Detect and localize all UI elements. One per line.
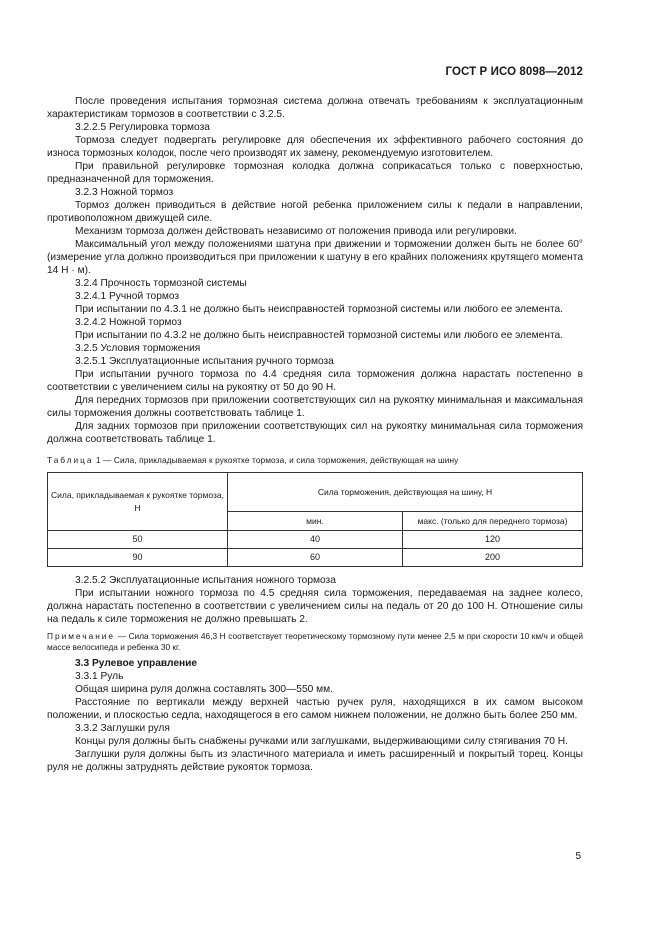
paragraph: При испытании ручного тормоза по 4.4 средняя сила торможения должна нарастать постепенно в соответствии с увеличением силы на рукоятку от 50 до 90 Н. — [47, 369, 583, 393]
paragraph: Максимальный угол между положениями шатуна при движении и торможении должен быть не более 60° (измерение угла должно производиться при приложении к шатуну в его крайних положениях крутящего момента 14 Н · м). — [47, 239, 583, 276]
paragraph: Заглушки руля должны быть из эластичного материала и иметь расширенный и покрытый торец. Концы руля не должны затруднять действие рукояток тормоза. — [47, 749, 583, 773]
text-block-c — [47, 670, 583, 774]
table-note — [47, 631, 583, 653]
table-caption-text: 1 — Сила, прикладываемая к рукоятке тормоза, и сила торможения, действующая на шину — [93, 455, 459, 465]
table-caption-label: Таблица — [47, 455, 94, 465]
paragraph: 3.2.5.1 Эксплуатационные испытания ручного тормоза — [75, 356, 334, 367]
table-header-min: мин. — [228, 512, 403, 531]
paragraph: При правильной регулировке тормозная колодка должна соприкасаться только с поверхностью, предназначенной для торможения. — [47, 161, 583, 185]
paragraph: Для передних тормозов при приложении соответствующих сил на рукоятку минимальная и максимальная силы торможения должны соответствовать таблице 1. — [47, 395, 583, 419]
table-header-lever-force: Сила, прикладываемая к рукоятке тормоза, Н — [48, 473, 228, 531]
paragraph: Механизм тормоза должен действовать независимо от положения привода или регулировки. — [75, 226, 517, 237]
table-cell-min: 60 — [228, 549, 403, 567]
note-label: Примечание — [47, 631, 116, 641]
table-body — [48, 531, 583, 567]
paragraph: 3.2.4.2 Ножной тормоз — [75, 317, 182, 328]
paragraph: 3.2.4.1 Ручной тормоз — [75, 291, 180, 302]
table-caption — [47, 455, 583, 466]
page-number: 5 — [575, 851, 581, 862]
paragraph: После проведения испытания тормозная система должна отвечать требованиям к эксплуатационным характеристикам тормозов в соответствии с 3.2.5. — [47, 96, 583, 120]
paragraph: Концы руля должны быть снабжены ручками или заглушками, выдерживающими силу стягивания 70 Н. — [75, 736, 568, 747]
paragraph: Тормоз должен приводиться в действие ногой ребенка приложением силы к педали в направлении, противоположном движущей силе. — [47, 200, 583, 224]
paragraph: Тормоза следует подвергать регулировке для обеспечения их эффективного рабочего состояния до износа тормозных колодок, после чего производят их замену, рекомендуемую изготовителем. — [47, 135, 583, 159]
table-header-max: макс. (только для переднего тормоза) — [403, 512, 583, 531]
paragraph: Расстояние по вертикали между верхней частью ручек руля, находящихся в их самом высоком положении, и плоскостью седла, находящегося в его самом нижнем положении, не должно быть более 250 мм. — [47, 697, 583, 721]
table-cell-max: 200 — [403, 549, 583, 567]
paragraph: 3.3.1 Руль — [75, 671, 124, 682]
note-text: — Сила торможения 46,3 Н соответствует теоретическому тормозному пути менее 2,5 м при скорости 10 км/ч и общей массе велосипеда и ребенка 30 кг. — [47, 631, 583, 652]
paragraph: При испытании по 4.3.2 не должно быть неисправностей тормозной системы или любого ее элемента. — [75, 330, 563, 341]
page-content — [47, 95, 583, 774]
text-block-b — [47, 574, 583, 626]
paragraph: 3.2.4 Прочность тормозной системы — [75, 278, 247, 289]
table-header-braking-force: Сила торможения, действующая на шину, Н — [228, 473, 583, 512]
text-block-a — [47, 95, 583, 446]
table-row — [48, 531, 583, 549]
paragraph: 3.2.5 Условия торможения — [75, 343, 201, 354]
table-cell-max: 120 — [403, 531, 583, 549]
paragraph: При испытании по 4.3.1 не должно быть неисправностей тормозной системы или любого ее элемента. — [75, 304, 563, 315]
table-row — [48, 549, 583, 567]
document-header: ГОСТ Р ИСО 8098—2012 — [445, 66, 583, 78]
paragraph: При испытании ножного тормоза по 4.5 средняя сила торможения, передаваемая на заднее колесо, должна нарастать постепенно в соответствии с увеличением силы на педаль от 20 до 100 Н. Отношение силы на педаль к силе торможения не должно превышать 2. — [47, 588, 583, 625]
section-title: 3.3 Рулевое управление — [75, 658, 198, 669]
braking-force-table — [47, 472, 583, 567]
table-cell-min: 40 — [228, 531, 403, 549]
paragraph: Общая ширина руля должна составлять 300—550 мм. — [75, 684, 333, 695]
table-cell-force: 90 — [48, 549, 228, 567]
paragraph: 3.3.2 Заглушки руля — [75, 723, 170, 734]
paragraph: 3.2.3 Ножной тормоз — [75, 187, 174, 198]
paragraph: Для задних тормозов при приложении соответствующих сил на рукоятку минимальная сила торможения должна соответствовать таблице 1. — [47, 421, 583, 445]
paragraph: 3.2.5.2 Эксплуатационные испытания ножного тормоза — [75, 575, 336, 586]
paragraph: 3.2.2.5 Регулировка тормоза — [75, 122, 210, 133]
table-cell-force: 50 — [48, 531, 228, 549]
